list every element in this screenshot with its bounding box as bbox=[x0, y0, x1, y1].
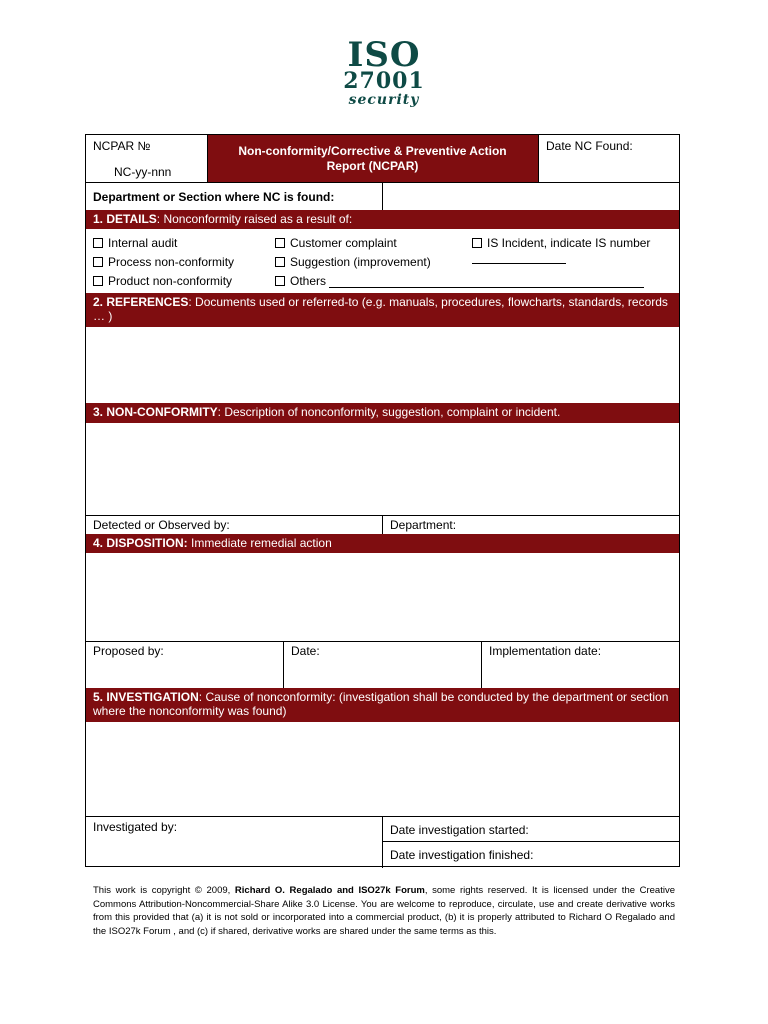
option-internal-audit[interactable]: Internal audit bbox=[93, 236, 177, 250]
references-header: 2. REFERENCES: Documents used or referred-to (e.g. manuals, procedures, flowcharts, standards, records … ) bbox=[86, 293, 679, 327]
option-is-incident[interactable]: IS Incident, indicate IS number bbox=[472, 236, 650, 250]
ncpar-number-value[interactable]: NC-yy-nnn bbox=[114, 165, 172, 179]
date-nc-found-label: Date NC Found: bbox=[546, 139, 633, 153]
option-suggestion[interactable]: Suggestion (improvement) bbox=[275, 255, 431, 269]
checkbox-icon bbox=[275, 238, 285, 248]
investigation-header: 5. INVESTIGATION: Cause of nonconformity: (investigation shall be conducted by the department or section where the nonconformity was found) bbox=[86, 688, 679, 722]
investigation-started-label: Date investigation started: bbox=[390, 823, 529, 837]
others-blank[interactable] bbox=[329, 287, 644, 288]
iso-logo bbox=[0, 35, 768, 108]
checkbox-icon bbox=[275, 276, 285, 286]
checkbox-icon bbox=[275, 257, 285, 267]
ncpar-form bbox=[85, 134, 680, 867]
option-product-nc[interactable]: Product non-conformity bbox=[93, 274, 232, 288]
option-others[interactable]: Others bbox=[275, 274, 644, 288]
nonconformity-header: 3. NON-CONFORMITY: Description of nonconformity, suggestion, complaint or incident. bbox=[86, 403, 679, 423]
checkbox-icon bbox=[472, 238, 482, 248]
implementation-date-label: Implementation date: bbox=[489, 644, 602, 658]
logo-security-text: security bbox=[348, 92, 420, 108]
disposition-header: 4. DISPOSITION: Immediate remedial action bbox=[86, 534, 679, 553]
department-short-label: Department: bbox=[390, 518, 457, 532]
proposed-by-label: Proposed by: bbox=[93, 644, 164, 658]
detected-by-label: Detected or Observed by: bbox=[93, 518, 230, 532]
disposition-field[interactable] bbox=[86, 553, 679, 641]
copyright-notice: This work is copyright © 2009, Richard O. Regalado and ISO27k Forum, some rights reserved. It is licensed under the Creative Commons Attribution-Noncommercial-Share Alike 3.0 License. You are welcome to reproduce, circulate, use and create derivative works from this provided that (a) it is not sold or incorporated into a commercial product, (b) it is properly attributed to Richard O Regalado and the ISO27k Forum , and (c) if shared, derivative works are shared under the same terms as this. bbox=[93, 885, 676, 937]
option-process-nc[interactable]: Process non-conformity bbox=[93, 255, 234, 269]
checkbox-icon bbox=[93, 276, 103, 286]
ncpar-number-label: NCPAR № bbox=[93, 139, 151, 153]
department-label: Department or Section where NC is found: bbox=[93, 190, 335, 204]
references-field[interactable] bbox=[86, 327, 679, 403]
option-customer-complaint[interactable]: Customer complaint bbox=[275, 236, 397, 250]
logo-number-text: 27001 bbox=[343, 68, 425, 94]
department-field[interactable] bbox=[383, 183, 680, 210]
nonconformity-field[interactable] bbox=[86, 423, 679, 515]
form-title: Non-conformity/Corrective & Preventive Action Report (NCPAR) bbox=[207, 135, 538, 182]
details-header: 1. DETAILS: Nonconformity raised as a result of: bbox=[86, 210, 679, 229]
date-label: Date: bbox=[291, 644, 320, 658]
investigated-by-label: Investigated by: bbox=[93, 820, 178, 834]
checkbox-icon bbox=[93, 257, 103, 267]
investigation-field[interactable] bbox=[86, 722, 679, 816]
is-number-blank[interactable] bbox=[472, 263, 566, 264]
logo-iso-text: ISO bbox=[347, 35, 421, 75]
checkbox-icon bbox=[93, 238, 103, 248]
investigation-finished-label: Date investigation finished: bbox=[390, 848, 534, 862]
